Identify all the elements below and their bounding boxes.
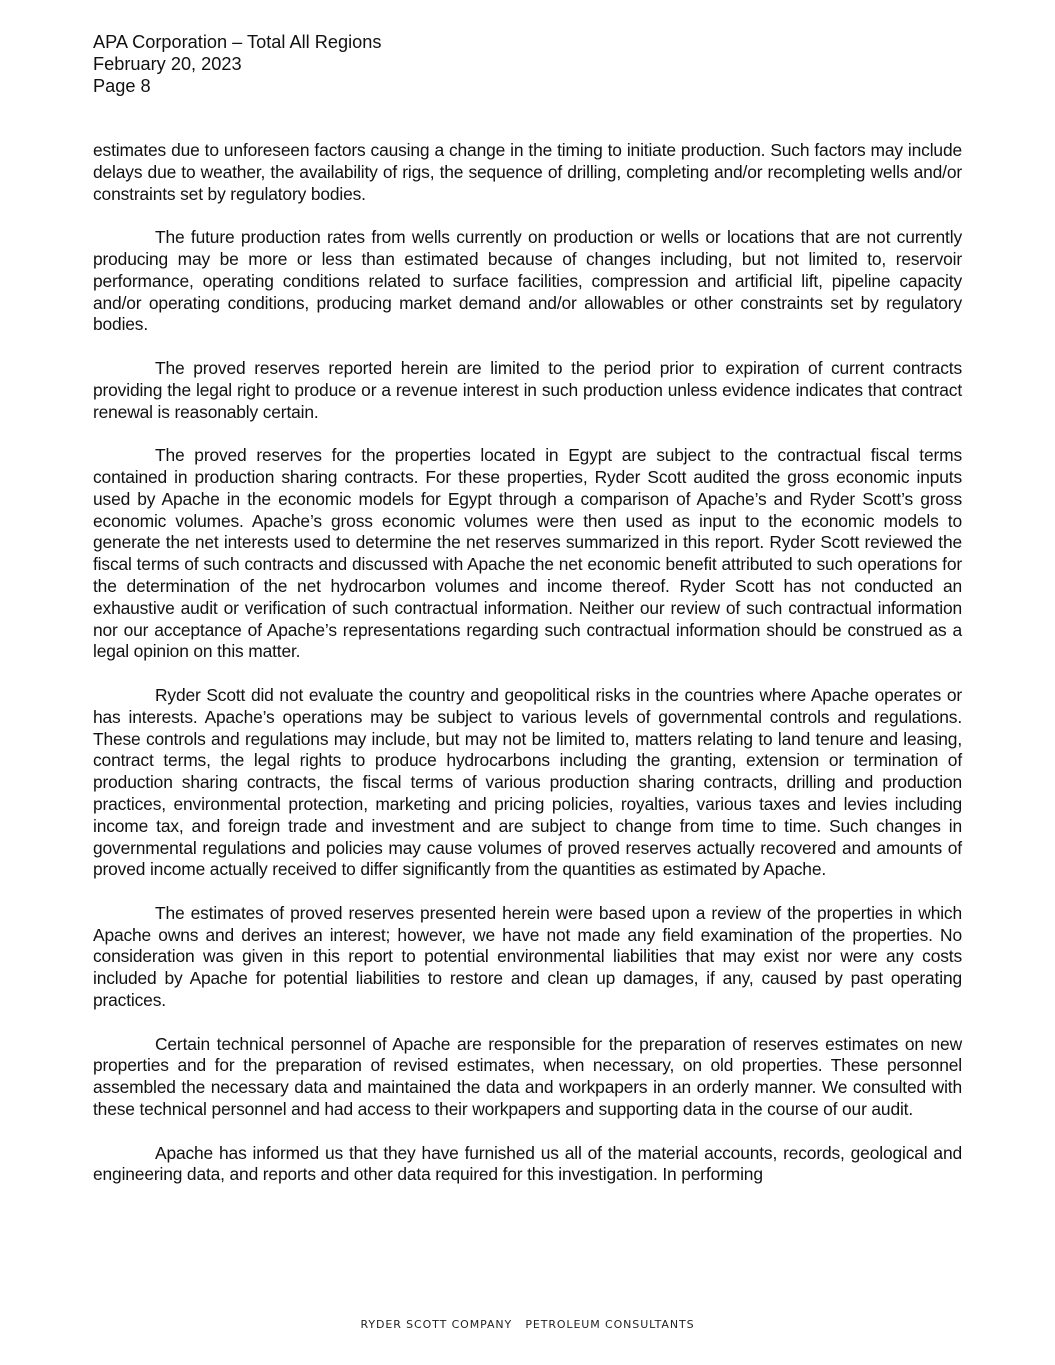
paragraph-contract-limits: The proved reserves reported herein are limited to the period prior to expiration of current contracts providing the legal right to produce or a revenue interest in such production unless evidence indicates that contract renewal is reasonably certain.: [93, 357, 962, 422]
paragraph-egypt-psc: The proved reserves for the properties located in Egypt are subject to the contractual fiscal terms contained in production sharing contracts. For these properties, Ryder Scott audited the gross economic inputs used by Apache in the economic models for Egypt through a comparison of Apache’s and Ryder Scott’s gross economic volumes. Apache’s gross economic volumes were then used as input to the economic models to generate the net interests used to determine the net reserves summarized in this report. Ryder Scott reviewed the fiscal terms of such contracts and discussed with Apache the net economic benefit attributed to such operations for the determination of the net hydrocarbon volumes and income thereof. Ryder Scott has not conducted an exhaustive audit or verification of such contractual information. Neither our review of such contractual information nor our acceptance of Apache’s representations regarding such contractual information should be construed as a legal opinion on this matter.: [93, 445, 962, 662]
paragraph-geopolitical-risks: Ryder Scott did not evaluate the country and geopolitical risks in the countries where Apache operates or has interests. Apache’s operations may be subject to various levels of governmental controls and regulations. These controls and regulations may include, but may not be limited to, matters relating to land tenure and leasing, contract terms, the legal rights to produce hydrocarbons including the granting, extension or termination of production sharing contracts, the fiscal terms of various production sharing contracts, drilling and production practices, environmental protection, marketing and pricing policies, royalties, various taxes and levies including income tax, and foreign trade and investment and are subject to change from time to time. Such changes in governmental regulations and policies may cause volumes of proved reserves actually recovered and amounts of proved income actually received to differ significantly from the quantities as estimated by Apache.: [93, 684, 962, 880]
header-company-line: APA Corporation – Total All Regions: [93, 32, 382, 52]
header-date: February 20, 2023: [93, 54, 242, 74]
paragraph-field-examination: The estimates of proved reserves presented herein were based upon a review of the properties in which Apache owns and derives an interest; however, we have not made any field examination of the properties. No consideration was given in this report to potential environmental liabilities that may exist nor were any costs included by Apache for potential liabilities to restore and clean up damages, if any, caused by past operating practices.: [93, 902, 962, 1011]
paragraph-furnished-data: Apache has informed us that they have furnished us all of the material accounts, records, geological and engineering data, and reports and other data required for this investigation. In performing: [93, 1142, 962, 1185]
paragraph-future-production-rates: The future production rates from wells currently on production or wells or locations that are not currently producing may be more or less than estimated because of changes including, but not limited to, reservoir performance, operating conditions related to surface facilities, compression and artificial lift, pipeline capacity and/or operating conditions, producing market demand and/or allowables or other constraints set by regulatory bodies.: [93, 227, 962, 335]
page-header: [93, 31, 381, 97]
paragraph-technical-personnel: Certain technical personnel of Apache are responsible for the preparation of reserves estimates on new properties and for the preparation of revised estimates, when necessary, on old properties. These personnel assembled the necessary data and maintained the data and workpapers in an orderly manner. We consulted with these technical personnel and had access to their workpapers and supporting data in the course of our audit.: [93, 1033, 962, 1120]
header-page-number: Page 8: [93, 76, 151, 96]
page-footer: RYDER SCOTT COMPANY PETROLEUM CONSULTANTS: [360, 1318, 695, 1331]
paragraph-continuation-timing: estimates due to unforeseen factors causing a change in the timing to initiate production. Such factors may include delays due to weather, the availability of rigs, the sequence of drilling, completing and/or recompleting wells and/or constraints set by regulatory bodies.: [93, 140, 962, 204]
body-text: [93, 140, 962, 1186]
